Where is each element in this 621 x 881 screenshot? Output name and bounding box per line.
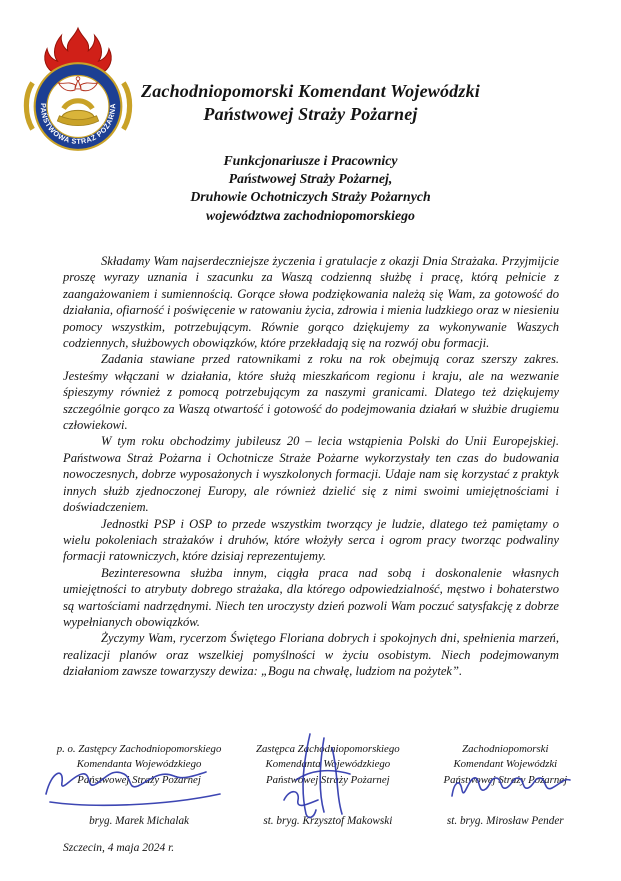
signature-title-line: Zastępca Zachodniopomorskiego: [256, 743, 400, 755]
addressee-line: Funkcjonariusze i Pracownicy: [223, 153, 398, 168]
addressee-line: Druhowie Ochotniczych Straży Pożarnych: [190, 189, 431, 205]
signature-title-line: Komendanta Wojewódzkiego: [265, 758, 391, 771]
emblem-ring-text: PAŃSTWOWA STRAŻ POŻARNA: [38, 102, 118, 146]
signature-block-commander: [416, 742, 595, 830]
signature-title-line: Zachodniopomorski: [462, 743, 549, 755]
signer-name: st. bryg. Mirosław Pender: [446, 814, 564, 827]
signature-title-line: Państwowej Straży Pożarnej: [443, 773, 568, 786]
signer-name: bryg. Marek Michalak: [89, 814, 190, 827]
signature-block-deputy-1: [38, 742, 240, 830]
letterhead-title: [0, 80, 621, 127]
signature-block-deputy-2: [240, 742, 415, 830]
letterhead-title-line: Państwowej Straży Pożarnej: [203, 104, 418, 125]
signature-title-line: p. o. Zastępcy Zachodniopomorskiego: [56, 743, 222, 755]
signature-title-line: Komendant Wojewódzki: [453, 758, 558, 771]
signer-name: st. bryg. Krzysztof Makowski: [263, 814, 393, 827]
signature-title-line: Komendanta Wojewódzkiego: [76, 758, 202, 771]
place-date: Szczecin, 4 maja 2024 r.: [63, 842, 175, 854]
addressee-block: [0, 152, 621, 225]
body-paragraph: W tym roku obchodzimy jubileusz 20 – lecia wstąpienia Polski do Unii Europejskiej. Państwowa Straż Pożarna i Ochotnicze Straże Pożarne wykorzystały ten czas do budowania nowoczesnych, dobrze wyposażonych i wyszkolonych formacji. Udaje nam się korzystać z praktyk innych służb zjednoczonej Europy, ale również dzielić się z nimi swoimi umiejętnościami i doświadczeniem.: [63, 434, 559, 515]
body-paragraph: Jednostki PSP i OSP to przede wszystkim tworzący je ludzie, dlatego też pamiętamy o wielu pokoleniach strażaków i druhów, które włożyły serca i ogrom pracy tworząc podwaliny formacji ratowniczych, które dzisiaj reprezentujemy.: [63, 516, 559, 564]
signatures-row: [38, 742, 595, 830]
addressee-line: Państwowej Straży Pożarnej,: [228, 171, 393, 187]
addressee-line: województwa zachodniopomorskiego: [206, 207, 415, 223]
body-paragraph: Życzymy Wam, rycerzom Świętego Floriana dobrych i spokojnych dni, spełnienia marzeń, realizacji planów oraz wszelkiej pomyślności w życiu osobistym. Niech podejmowanym działaniom zawsze towarzyszy dewiza: „Bogu na chwałę, ludziom na pożytek”.: [63, 631, 559, 679]
letter-body: [63, 253, 559, 680]
signature-title-line: Państwowej Straży Pożarnej: [77, 773, 201, 786]
body-paragraph: Składamy Wam najserdeczniejsze życzenia i gratulacje z okazji Dnia Strażaka. Przyjmijcie proszę wyrazy uznania i szacunku za Waszą codzienną służbę i pracę, którą pełnicie z zaangażowaniem i sumiennością. Gorące słowa podziękowania należą się Wam, za gotowość do działania, ofiarność i poświęcenie w ratowaniu życia, zdrowia i mienia ludzkiego oraz w niesieniu pomocy wszystkim, potrzebującym. Równie gorąco dziękujemy za wykonywanie Waszych codziennych, służbowych obowiązków, które przekładają się na rozwój obu formacji.: [63, 254, 559, 351]
letterhead-title-line: Zachodniopomorski Komendant Wojewódzki: [141, 81, 480, 101]
body-paragraph: Zadania stawiane przed ratownikami z roku na rok obejmują coraz szerszy zakres. Jesteśmy włączani w działania, które służą mieszkańcom regionu i kraju, ale na wezwanie śpieszymy również z pomocą potrzebującym za naszymi granicami. Dlatego też dziękujemy szczególnie gorąco za Waszą otwartość i gotowość do podejmowania działań w służbie drugiemu człowiekowi.: [63, 352, 559, 433]
body-paragraph: Bezinteresowna służba innym, ciągła praca nad sobą i doskonalenie własnych umiejętności to atrybuty dobrego strażaka, dla którego odpowiedzialność, męstwo i bohaterstwo są wartościami nadrzędnymi. Niech ten uroczysty dzień pozwoli Wam poczuć satysfakcję z dobrze wypełnianych obowiązków.: [63, 565, 559, 629]
signature-title-line: Państwowej Straży Pożarnej: [266, 773, 390, 786]
